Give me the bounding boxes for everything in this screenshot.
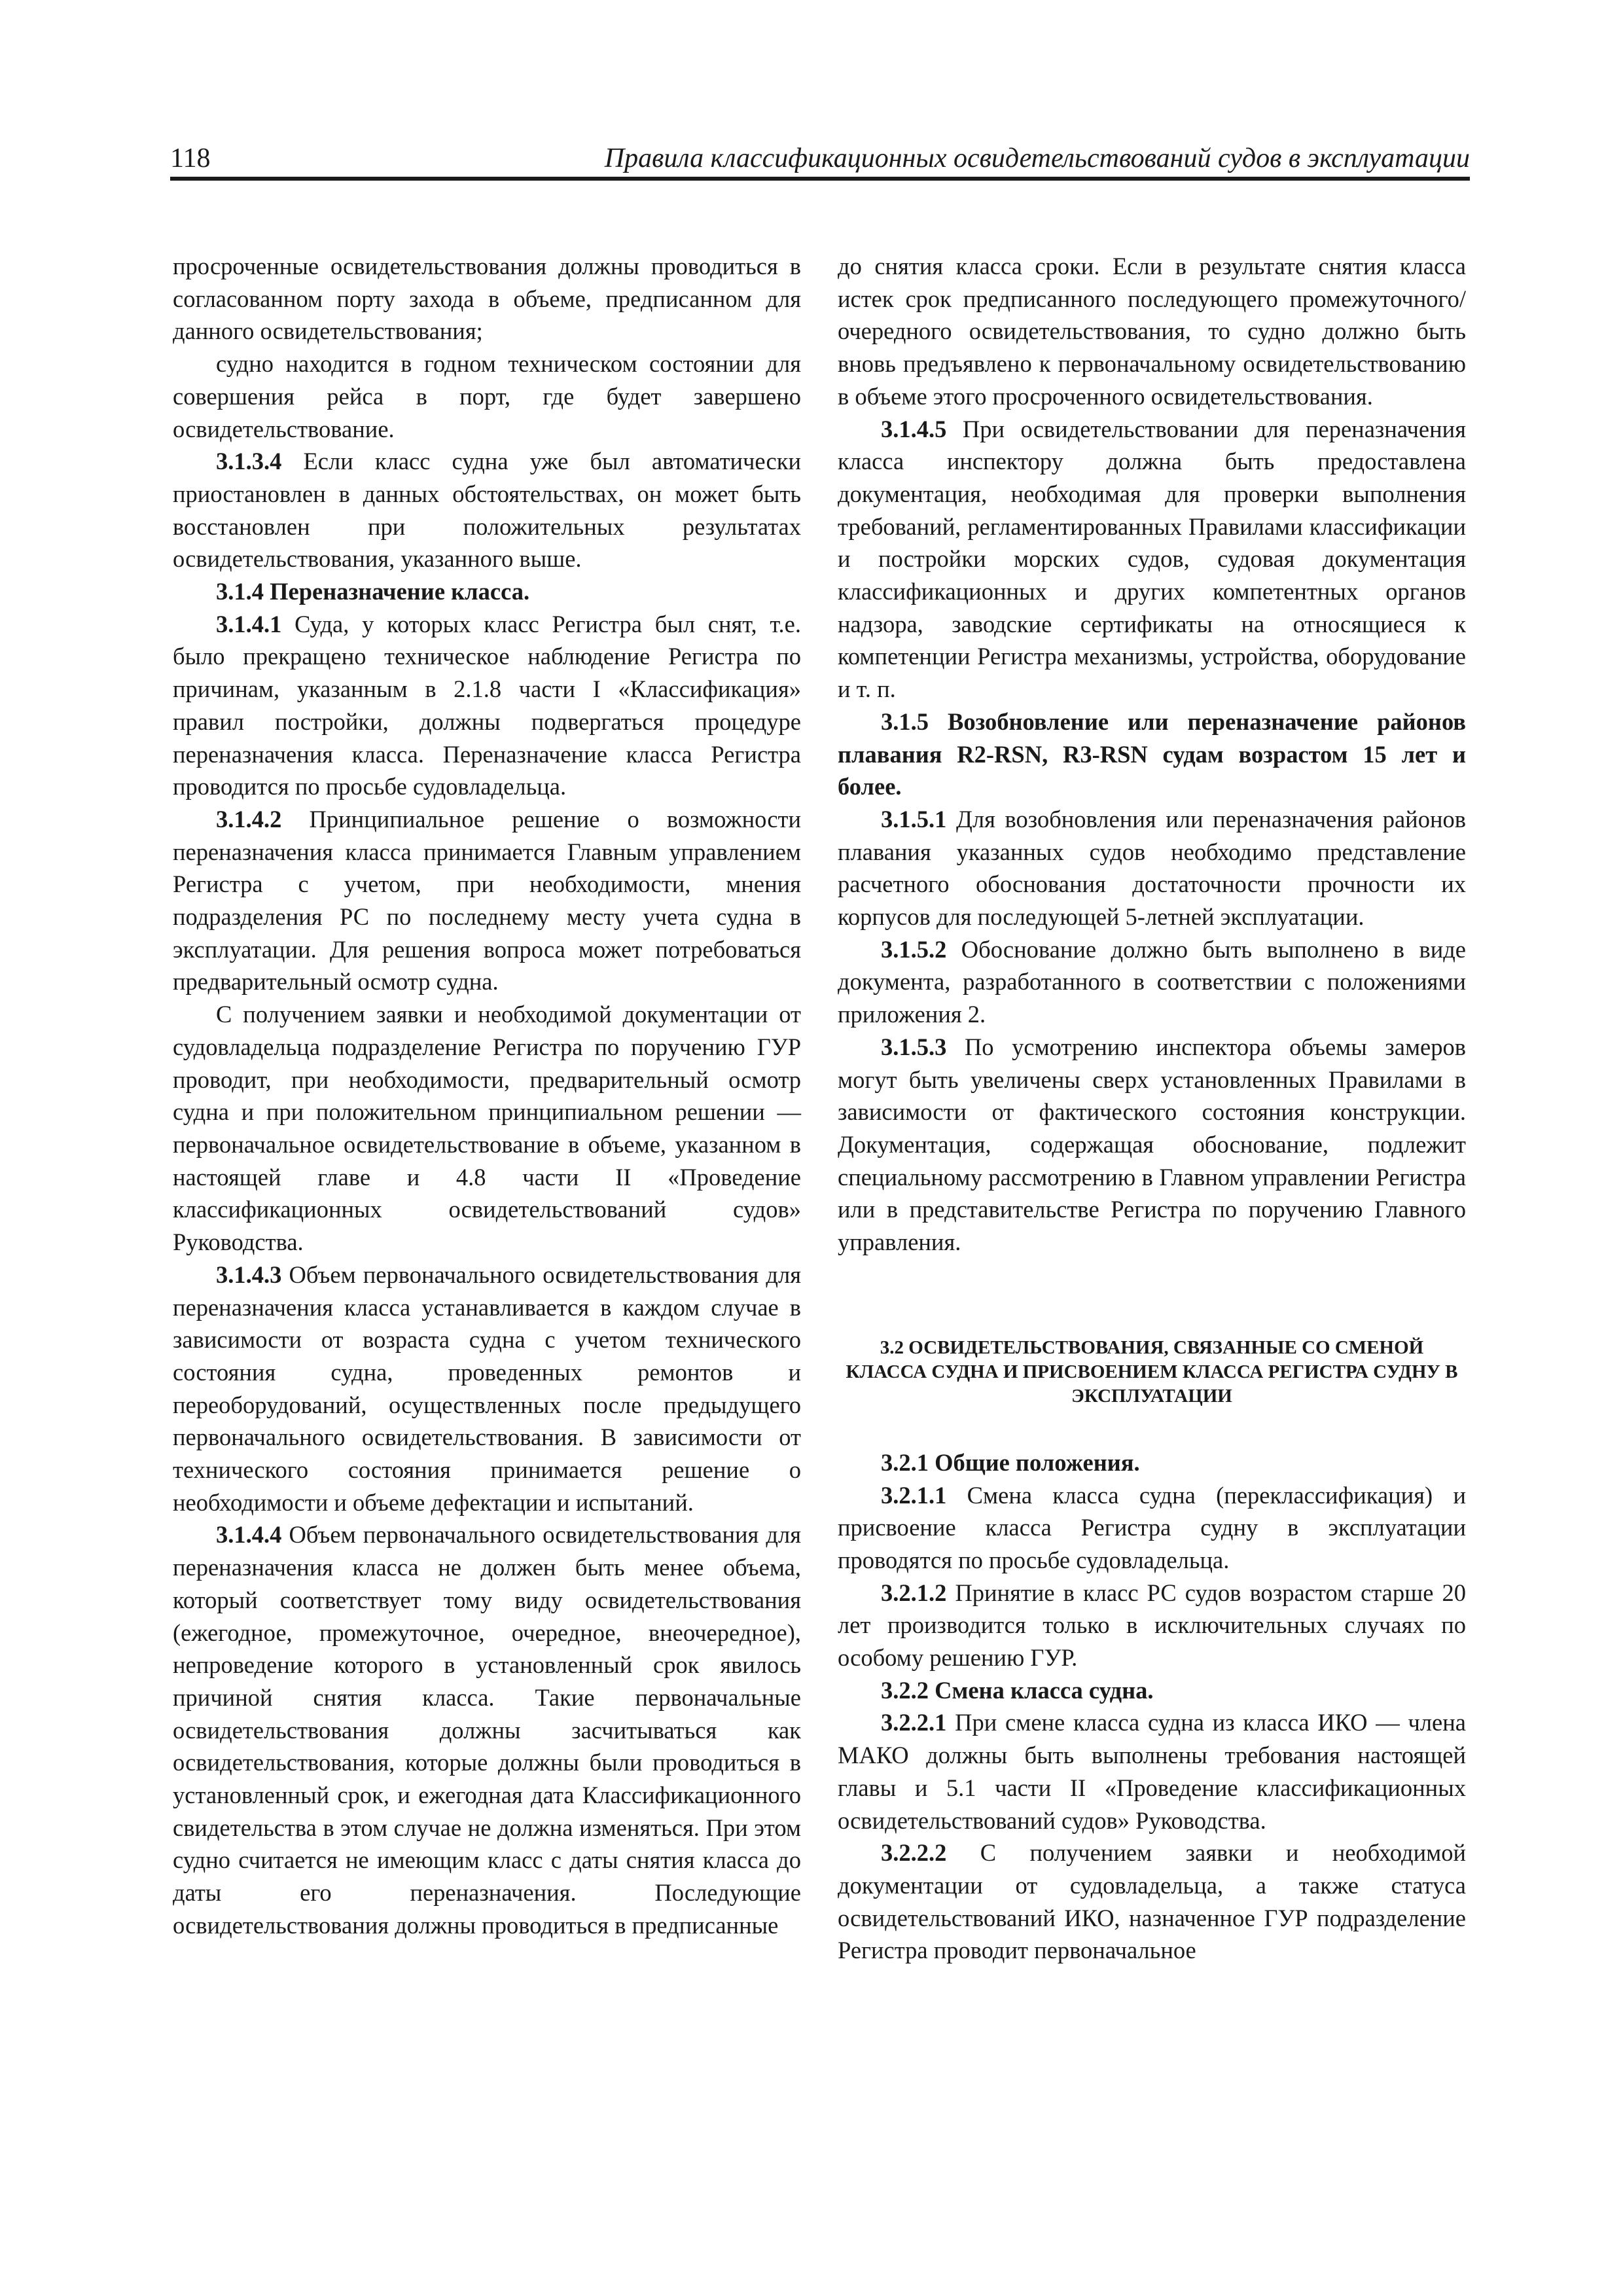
page-header xyxy=(170,143,1470,182)
paragraph: 3.1.4.3 Объем первоначального освидетельствования для переназначения класса устанавливается в каждом случае в зависимости от возраста судна с учетом технического состояния судна, проведенных ремонтов и переоборудований, осуществленных после предыдущего первоначального освидетельствования. В зависимости от технического состояния принимается решение о необходимости и объеме дефектации и испытаний. xyxy=(173,1261,801,1516)
clause-number: 3.1.4.1 xyxy=(216,610,282,637)
running-title: Правила классификационных освидетельствований судов в эксплуатации xyxy=(604,143,1470,173)
subsection-heading: 3.1.5 Возобновление или переназначение районов плавания R2-RSN, R3-RSN судам возрастом 15 лет и более. xyxy=(838,708,1466,800)
clause-number: 3.1.5.1 xyxy=(881,805,947,833)
left-column xyxy=(173,250,801,1942)
clause-number: 3.2.1.1 xyxy=(881,1481,947,1509)
section-heading: 3.2 ОСВИДЕТЕЛЬСТВОВАНИЯ, СВЯЗАННЫЕ СО СМЕНОЙ КЛАССА СУДНА И ПРИСВОЕНИЕМ КЛАССА РЕГИСТРА СУДНУ В ЭКСПЛУАТАЦИИ xyxy=(846,1336,1458,1407)
paragraph: до снятия класса сроки. Если в результате снятия класса истек срок предписанного последующего промежуточного/очередного освидетельствования, то судно должно быть вновь предъявлено к первоначальному освидетельствованию в объеме этого просроченного освидетельствования. xyxy=(838,253,1466,410)
paragraph: 3.1.4.1 Суда, у которых класс Регистра был снят, т.е. было прекращено техническое наблюдение Регистра по причинам, указанным в 2.1.8 части I «Классификация» правил постройки, должны подвергаться процедуре переназначения класса. Переназначение класса Регистра проводится по просьбе судовладельца. xyxy=(173,610,801,800)
paragraph: просроченные освидетельствования должны проводиться в согласованном порту захода в объеме, предписанном для данного освидетельствования; xyxy=(173,253,801,345)
clause-number: 3.2.2.1 xyxy=(881,1709,947,1736)
paragraph: С получением заявки и необходимой документации от судовладельца подразделение Регистра по поручению ГУР проводит, при необходимости, предварительный осмотр судна и при положительном принципиальном решении — первоначальное освидетельствование в объеме, указанном в настоящей главе и 4.8 части II «Проведение классификационных освидетельствований судов» Руководства. xyxy=(173,1001,801,1256)
paragraph: 3.1.4.2 Принципиальное решение о возможности переназначения класса принимается Главным управлением Регистра с учетом, при необходимости, мнения подразделения РС по последнему месту учета судна в эксплуатации. Для решения вопроса может потребоваться предварительный осмотр судна. xyxy=(173,805,801,996)
clause-number: 3.1.5.2 xyxy=(881,935,947,963)
clause-number: 3.1.4.2 xyxy=(216,805,282,833)
paragraph: 3.1.5.2 Обоснование должно быть выполнено в виде документа, разработанного в соответствии с положениями приложения 2. xyxy=(838,935,1466,1028)
clause-number: 3.1.5.3 xyxy=(881,1033,947,1060)
clause-number: 3.2.2.2 xyxy=(881,1839,947,1867)
clause-number: 3.1.4.4 xyxy=(216,1521,282,1549)
paragraph: 3.2.2.2 С получением заявки и необходимой документации от судовладельца, а также статуса освидетельствований ИКО, назначенное ГУР подразделение Регистра проводит первоначальное xyxy=(838,1839,1466,1964)
paragraph: 3.1.5.3 По усмотрению инспектора объемы замеров могут быть увеличены сверх установленных Правилами в зависимости от фактического состояния конструкции. Документация, содержащая обоснование, подлежит специальному рассмотрению в Главном управлении Регистра или в представительстве Регистра по поручению Главного управления. xyxy=(838,1033,1466,1256)
clause-number: 3.2.1.2 xyxy=(881,1579,947,1606)
paragraph: 3.1.4.5 При освидетельствовании для переназначения класса инспектору должна быть предоставлена документация, необходимая для проверки выполнения требований, регламентированных Правилами классификации и постройки морских судов, судовая документация классификационных и других компетентных органов надзора, заводские сертификаты на относящиеся к компетенции Регистра механизмы, устройства, оборудование и т. п. xyxy=(838,415,1466,703)
paragraph: 3.1.4.4 Объем первоначального освидетельствования для переназначения класса не должен быть менее объема, который соответствует тому виду освидетельствования (ежегодное, промежуточное, очередное, внеочередное), непроведение которого в установленный срок явилось причиной снятия класса. Такие первоначальные освидетельствования должны засчитываться как освидетельствования, которые должны были проводиться в установленный срок, и ежегодная дата Классификационного свидетельства в этом случае не должна изменяться. При этом судно считается не имеющим класс с даты снятия класса до даты его переназначения. Последующие освидетельствования должны проводиться в предписанные xyxy=(173,1521,801,1939)
subsection-heading: 3.1.4 Переназначение класса. xyxy=(216,578,530,605)
paragraph: 3.1.3.4 Если класс судна уже был автоматически приостановлен в данных обстоятельствах, он может быть восстановлен при положительных результатах освидетельствования, указанного выше. xyxy=(173,448,801,573)
paragraph: 3.2.2.1 При смене класса судна из класса ИКО — члена МАКО должны быть выполнены требования настоящей главы и 5.1 части II «Проведение классификационных освидетельствований судов» Руководства. xyxy=(838,1709,1466,1834)
subsection-heading: 3.2.1 Общие положения. xyxy=(881,1448,1140,1476)
paragraph: судно находится в годном техническом состоянии для совершения рейса в порт, где будет завершено освидетельствование. xyxy=(173,350,801,442)
clause-number: 3.1.4.3 xyxy=(216,1261,282,1288)
clause-number: 3.1.4.5 xyxy=(881,415,947,442)
right-column xyxy=(838,250,1466,1967)
clause-number: 3.1.3.4 xyxy=(216,448,282,475)
page-number: 118 xyxy=(170,143,211,173)
header-rule xyxy=(170,177,1470,181)
paragraph: 3.1.5.1 Для возобновления или переназначения районов плавания указанных судов необходимо представление расчетного обоснования достаточности прочности их корпусов для последующей 5-летней эксплуатации. xyxy=(838,805,1466,931)
paragraph: 3.2.1.2 Принятие в класс РС судов возрастом старше 20 лет производится только в исключительных случаях по особому решению ГУР. xyxy=(838,1579,1466,1672)
paragraph: 3.2.1.1 Смена класса судна (переклассификация) и присвоение класса Регистра судну в эксплуатации проводятся по просьбе судовладельца. xyxy=(838,1481,1466,1573)
subsection-heading: 3.2.2 Смена класса судна. xyxy=(881,1676,1154,1704)
